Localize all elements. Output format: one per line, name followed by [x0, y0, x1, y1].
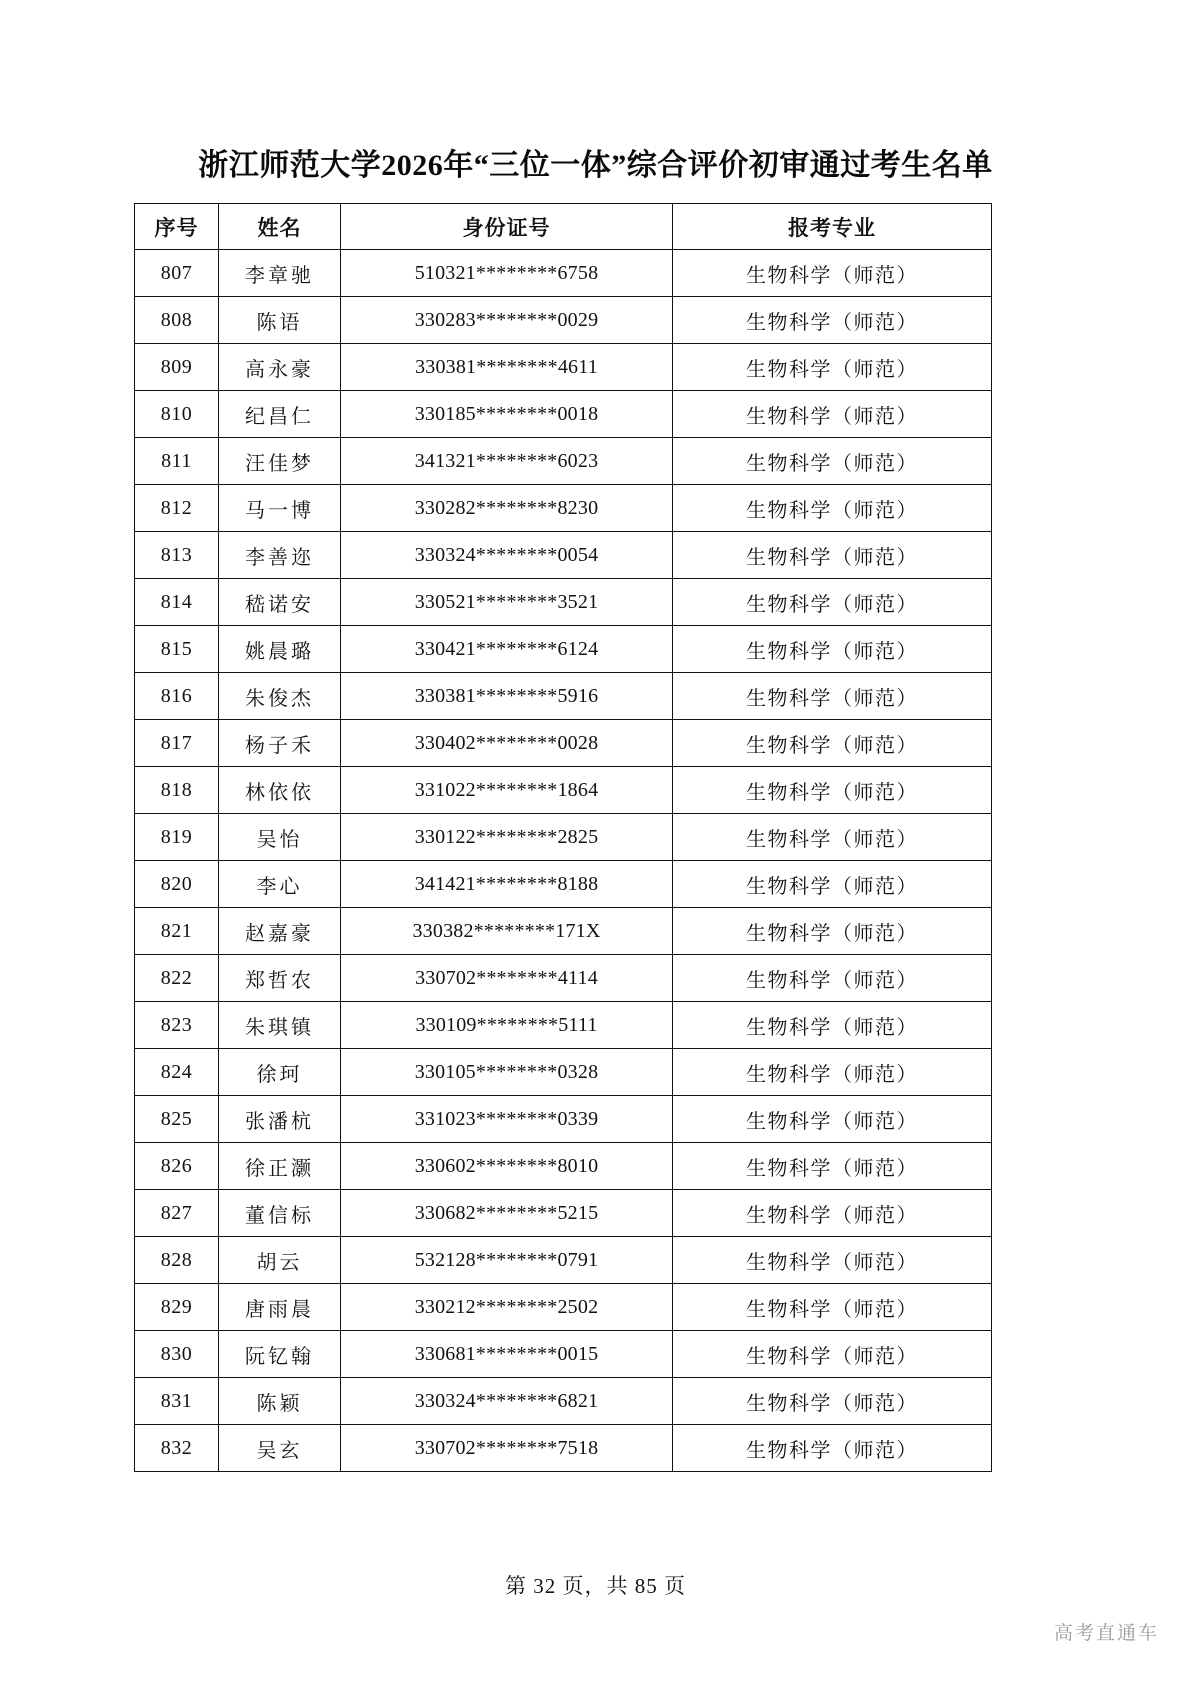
table-row: [135, 1096, 992, 1143]
table-row: [135, 391, 992, 438]
cell-major: 生物科学（师范）: [673, 673, 992, 720]
cell-major: 生物科学（师范）: [673, 1190, 992, 1237]
table-row: [135, 485, 992, 532]
cell-seq: 829: [135, 1284, 219, 1331]
cell-major: 生物科学（师范）: [673, 250, 992, 297]
column-header-name: 姓名: [219, 204, 341, 250]
page-number-footer: 第 32 页，共 85 页: [505, 1574, 686, 1598]
cell-seq: 823: [135, 1002, 219, 1049]
table-row: [135, 955, 992, 1002]
watermark-label: 高考直通车: [1053, 1623, 1159, 1644]
cell-seq: 825: [135, 1096, 219, 1143]
table-row: [135, 814, 992, 861]
cell-seq: 820: [135, 861, 219, 908]
cell-major: 生物科学（师范）: [673, 767, 992, 814]
cell-major: 生物科学（师范）: [673, 1096, 992, 1143]
cell-id-number: 330602********8010: [341, 1143, 673, 1190]
cell-id-number: 330381********5916: [341, 673, 673, 720]
page-title: 浙江师范大学2026年“三位一体”综合评价初审通过考生名单: [198, 149, 993, 182]
table-row: [135, 1143, 992, 1190]
cell-name: 陈颖: [219, 1378, 341, 1425]
cell-id-number: 341321********6023: [341, 438, 673, 485]
cell-name: 董信标: [219, 1190, 341, 1237]
cell-seq: 812: [135, 485, 219, 532]
cell-id-number: 330282********8230: [341, 485, 673, 532]
cell-id-number: 330122********2825: [341, 814, 673, 861]
cell-id-number: 510321********6758: [341, 250, 673, 297]
cell-id-number: 330109********5111: [341, 1002, 673, 1049]
cell-name: 阮钇翰: [219, 1331, 341, 1378]
cell-major: 生物科学（师范）: [673, 1143, 992, 1190]
table-header-row: [135, 204, 992, 250]
table-row: [135, 673, 992, 720]
cell-id-number: 330283********0029: [341, 297, 673, 344]
cell-name: 纪昌仁: [219, 391, 341, 438]
table-row: [135, 1237, 992, 1284]
cell-id-number: 330212********2502: [341, 1284, 673, 1331]
cell-id-number: 330421********6124: [341, 626, 673, 673]
table-row: [135, 250, 992, 297]
cell-name: 林依依: [219, 767, 341, 814]
cell-major: 生物科学（师范）: [673, 579, 992, 626]
cell-seq: 832: [135, 1425, 219, 1472]
cell-seq: 816: [135, 673, 219, 720]
cell-id-number: 341421********8188: [341, 861, 673, 908]
cell-major: 生物科学（师范）: [673, 1425, 992, 1472]
cell-id-number: 330702********7518: [341, 1425, 673, 1472]
table-row: [135, 720, 992, 767]
cell-seq: 809: [135, 344, 219, 391]
cell-name: 李章驰: [219, 250, 341, 297]
table-header: [135, 204, 992, 250]
cell-seq: 817: [135, 720, 219, 767]
cell-major: 生物科学（师范）: [673, 485, 992, 532]
cell-seq: 821: [135, 908, 219, 955]
cell-name: 陈语: [219, 297, 341, 344]
table-row: [135, 1378, 992, 1425]
cell-name: 徐珂: [219, 1049, 341, 1096]
cell-seq: 819: [135, 814, 219, 861]
cell-seq: 831: [135, 1378, 219, 1425]
cell-name: 杨子禾: [219, 720, 341, 767]
cell-id-number: 330682********5215: [341, 1190, 673, 1237]
table-row: [135, 1331, 992, 1378]
cell-seq: 827: [135, 1190, 219, 1237]
cell-name: 嵇诺安: [219, 579, 341, 626]
table-row: [135, 579, 992, 626]
cell-id-number: 330324********6821: [341, 1378, 673, 1425]
table-row: [135, 1425, 992, 1472]
table-row: [135, 1284, 992, 1331]
cell-name: 朱琪镇: [219, 1002, 341, 1049]
cell-seq: 826: [135, 1143, 219, 1190]
cell-major: 生物科学（师范）: [673, 955, 992, 1002]
cell-major: 生物科学（师范）: [673, 344, 992, 391]
cell-major: 生物科学（师范）: [673, 1378, 992, 1425]
cell-name: 吴玄: [219, 1425, 341, 1472]
cell-major: 生物科学（师范）: [673, 532, 992, 579]
cell-major: 生物科学（师范）: [673, 1284, 992, 1331]
table-row: [135, 297, 992, 344]
cell-name: 马一博: [219, 485, 341, 532]
table-row: [135, 1002, 992, 1049]
cell-name: 姚晨璐: [219, 626, 341, 673]
cell-name: 胡云: [219, 1237, 341, 1284]
roster-table-container: [134, 203, 991, 1472]
cell-id-number: 330521********3521: [341, 579, 673, 626]
cell-name: 徐正灏: [219, 1143, 341, 1190]
cell-name: 李心: [219, 861, 341, 908]
cell-seq: 828: [135, 1237, 219, 1284]
table-row: [135, 438, 992, 485]
cell-name: 郑哲农: [219, 955, 341, 1002]
column-header-id: 身份证号: [341, 204, 673, 250]
cell-seq: 822: [135, 955, 219, 1002]
table-body: [135, 250, 992, 1472]
cell-name: 汪佳梦: [219, 438, 341, 485]
table-row: [135, 532, 992, 579]
table-row: [135, 767, 992, 814]
cell-major: 生物科学（师范）: [673, 297, 992, 344]
cell-name: 李善迩: [219, 532, 341, 579]
cell-name: 赵嘉豪: [219, 908, 341, 955]
cell-major: 生物科学（师范）: [673, 391, 992, 438]
cell-name: 朱俊杰: [219, 673, 341, 720]
cell-id-number: 331022********1864: [341, 767, 673, 814]
cell-name: 吴怡: [219, 814, 341, 861]
cell-id-number: 331023********0339: [341, 1096, 673, 1143]
cell-major: 生物科学（师范）: [673, 438, 992, 485]
cell-id-number: 330185********0018: [341, 391, 673, 438]
cell-major: 生物科学（师范）: [673, 1331, 992, 1378]
cell-name: 张潘杭: [219, 1096, 341, 1143]
cell-id-number: 330105********0328: [341, 1049, 673, 1096]
table-row: [135, 1049, 992, 1096]
column-header-major: 报考专业: [673, 204, 992, 250]
cell-id-number: 330681********0015: [341, 1331, 673, 1378]
table-row: [135, 626, 992, 673]
cell-seq: 814: [135, 579, 219, 626]
cell-major: 生物科学（师范）: [673, 626, 992, 673]
column-header-seq: 序号: [135, 204, 219, 250]
cell-major: 生物科学（师范）: [673, 908, 992, 955]
cell-seq: 810: [135, 391, 219, 438]
cell-major: 生物科学（师范）: [673, 720, 992, 767]
table-row: [135, 1190, 992, 1237]
cell-major: 生物科学（师范）: [673, 861, 992, 908]
cell-name: 高永豪: [219, 344, 341, 391]
cell-seq: 811: [135, 438, 219, 485]
cell-id-number: 330381********4611: [341, 344, 673, 391]
cell-major: 生物科学（师范）: [673, 814, 992, 861]
cell-seq: 813: [135, 532, 219, 579]
cell-id-number: 330382********171X: [341, 908, 673, 955]
cell-id-number: 330402********0028: [341, 720, 673, 767]
cell-id-number: 330324********0054: [341, 532, 673, 579]
cell-major: 生物科学（师范）: [673, 1002, 992, 1049]
cell-seq: 807: [135, 250, 219, 297]
cell-id-number: 532128********0791: [341, 1237, 673, 1284]
cell-name: 唐雨晨: [219, 1284, 341, 1331]
table-row: [135, 861, 992, 908]
cell-seq: 808: [135, 297, 219, 344]
cell-major: 生物科学（师范）: [673, 1237, 992, 1284]
table-row: [135, 344, 992, 391]
cell-seq: 824: [135, 1049, 219, 1096]
candidate-roster-table: [134, 203, 992, 1472]
cell-seq: 818: [135, 767, 219, 814]
cell-seq: 830: [135, 1331, 219, 1378]
cell-major: 生物科学（师范）: [673, 1049, 992, 1096]
cell-seq: 815: [135, 626, 219, 673]
cell-id-number: 330702********4114: [341, 955, 673, 1002]
table-row: [135, 908, 992, 955]
